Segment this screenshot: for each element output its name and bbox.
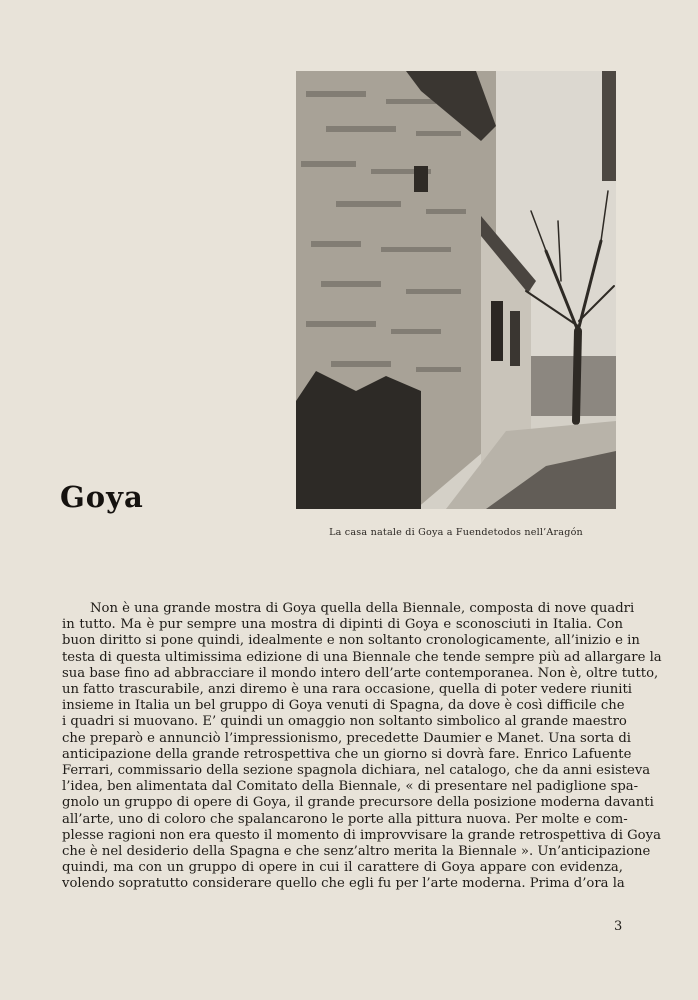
body-line: sua base fino ad abbracciare il mondo intero dell’arte contemporanea. Non è, oltre tutto, [62,665,659,681]
body-line: volendo sopratutto considerare quello che egli fu per l’arte moderna. Prima d’ora la [62,876,625,892]
body-line: testa di questa ultimissima edizione di una Biennale che tende sempre più ad allargare la [62,649,662,665]
photo-caption: La casa natale di Goya a Fuendetodos nell’Aragón [329,527,583,538]
body-line: l’idea, ben alimentata dal Comitato della Biennale, « di presentare nel padiglione spa- [62,779,639,795]
body-line: insieme in Italia un bel gruppo di Goya venuti di Spagna, da dove è così difficile che [62,698,625,714]
body-line: plesse ragioni non era questo il momento di improvvisare la grande retrospettiva di Goya [62,827,661,843]
body-line: buon diritto si pone quindi, idealmente e non soltanto cronologicamente, all’inizio e in [62,633,640,649]
body-line: anticipazione della grande retrospettiva che un giorno si dovrà fare. Enrico Lafuente [62,746,632,762]
birthplace-photograph [296,71,616,509]
article-body [62,601,662,893]
body-line: i quadri si muovano. E’ quindi un omaggio non soltanto simbolico al grande maestro [62,714,627,730]
body-line: Non è una grande mostra di Goya quella della Biennale, composta di nove quadri [90,601,635,616]
body-line: all’arte, uno di coloro che spalancarono le porte alla pittura nuova. Per molte e com- [62,811,628,827]
body-line: quindi, ma con un gruppo di opere in cui il carattere di Goya appare con evidenza, [62,860,623,876]
body-line: in tutto. Ma è pur sempre una mostra di dipinti di Goya e sconosciuti in Italia. Con [62,617,623,633]
body-line: che è nel desiderio della Spagna e che senz’altro merita la Biennale ». Un’anticipazione [62,844,651,860]
photograph-icon [296,71,616,509]
body-line: che preparò e annunciò l’impressionismo, precedette Daumier e Manet. Una sorta di [62,730,631,746]
article-title: Goya [60,480,144,514]
body-line: Ferrari, commissario della sezione spagnola dichiara, nel catalogo, che da anni esisteva [62,763,651,779]
body-line: gnolo un gruppo di opere di Goya, il grande precursore della posizione moderna davanti [62,795,654,811]
body-line: un fatto trascurabile, anzi diremo è una rara occasione, quella di poter vedere riuniti [62,682,632,698]
page-number: 3 [614,919,623,934]
